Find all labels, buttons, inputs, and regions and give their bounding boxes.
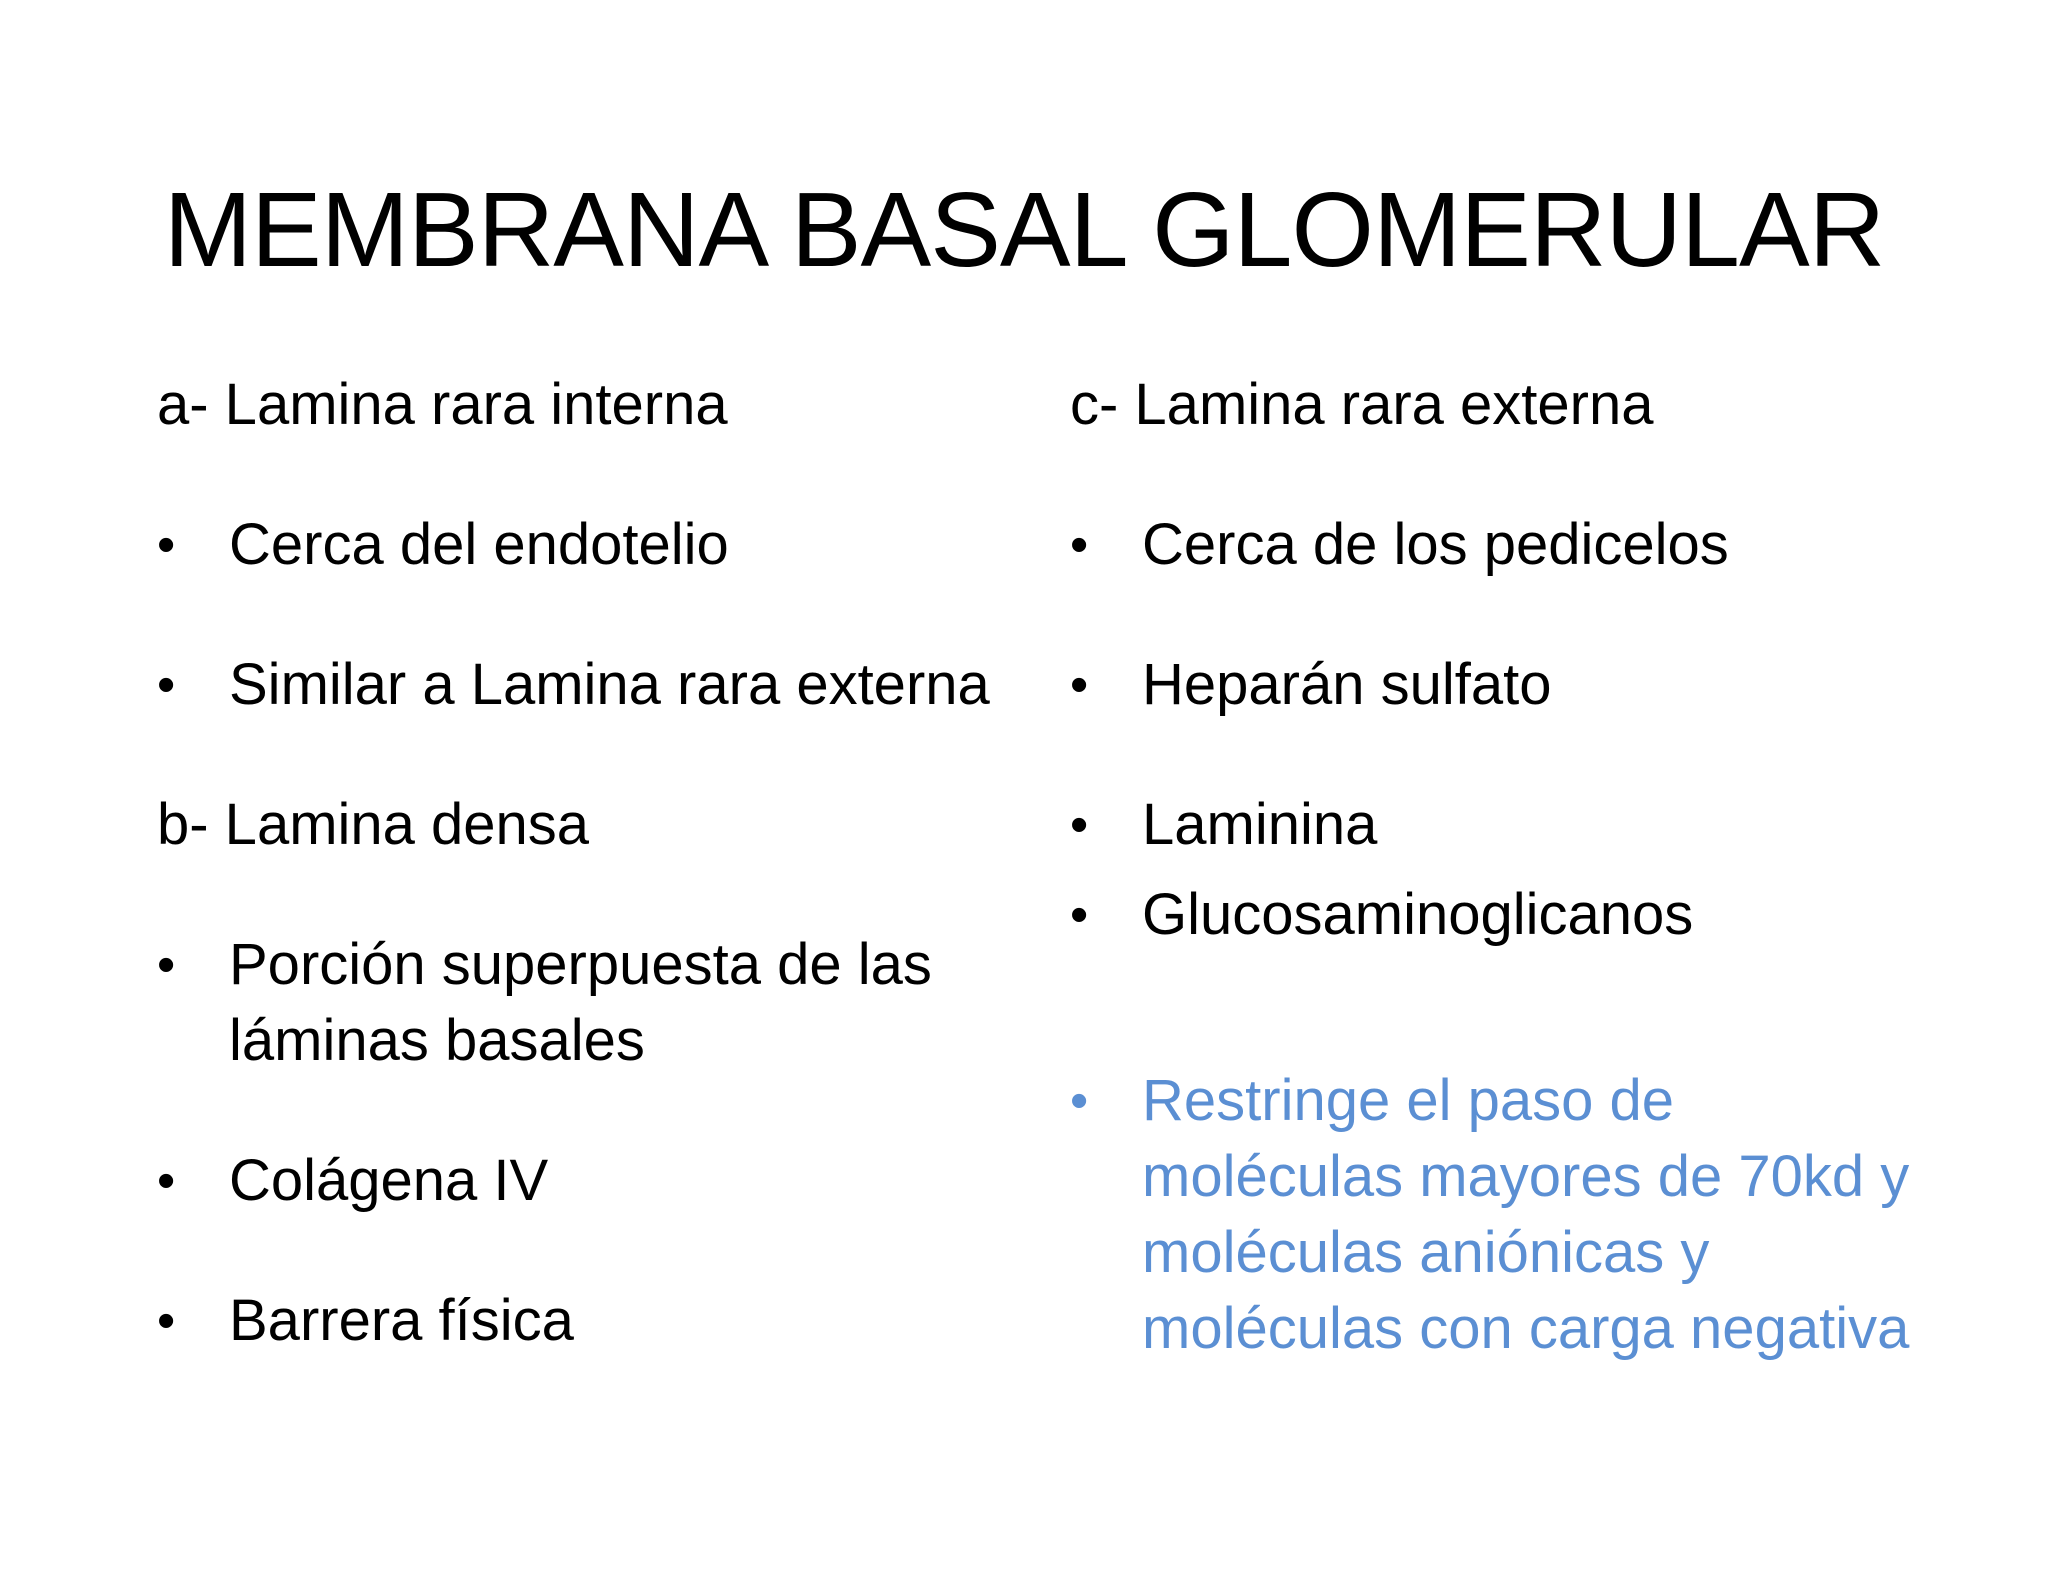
heading-lamina-densa: b- Lamina densa	[157, 792, 590, 857]
list-item-text-line: Porción superpuesta de las	[229, 932, 932, 997]
bullet-icon: •	[1070, 656, 1089, 714]
bullet-icon: •	[157, 656, 176, 714]
bullet-icon: •	[157, 516, 176, 574]
highlight-text-line: moléculas con carga negativa	[1142, 1296, 1910, 1361]
list-item-text: Cerca de los pedicelos	[1142, 512, 1729, 577]
list-item-text: Barrera física	[229, 1288, 574, 1353]
list-item-text: Colágena IV	[229, 1148, 549, 1213]
bullet-icon: •	[157, 1292, 176, 1350]
bullet-icon: •	[157, 936, 176, 994]
bullet-icon: •	[1070, 796, 1089, 854]
bullet-icon: •	[1070, 1072, 1089, 1130]
list-item-text-line: láminas basales	[229, 1008, 645, 1073]
slide-title: MEMBRANA BASAL GLOMERULAR	[163, 171, 1885, 289]
list-item-text: Cerca del endotelio	[229, 512, 729, 577]
bullet-icon: •	[1070, 886, 1089, 944]
highlight-text-line: moléculas mayores de 70kd y	[1142, 1144, 1910, 1209]
highlight-text-line: Restringe el paso de	[1142, 1068, 1674, 1133]
highlight-text-line: moléculas aniónicas y	[1142, 1220, 1710, 1285]
bullet-icon: •	[1070, 516, 1089, 574]
heading-lamina-rara-interna: a- Lamina rara interna	[157, 372, 728, 437]
list-item-text: Laminina	[1142, 792, 1378, 857]
heading-lamina-rara-externa: c- Lamina rara externa	[1070, 372, 1654, 437]
list-item-text: Similar a Lamina rara externa	[229, 652, 990, 717]
bullet-icon: •	[157, 1152, 176, 1210]
list-item-text: Glucosaminoglicanos	[1142, 882, 1694, 947]
list-item-text: Heparán sulfato	[1142, 652, 1552, 717]
